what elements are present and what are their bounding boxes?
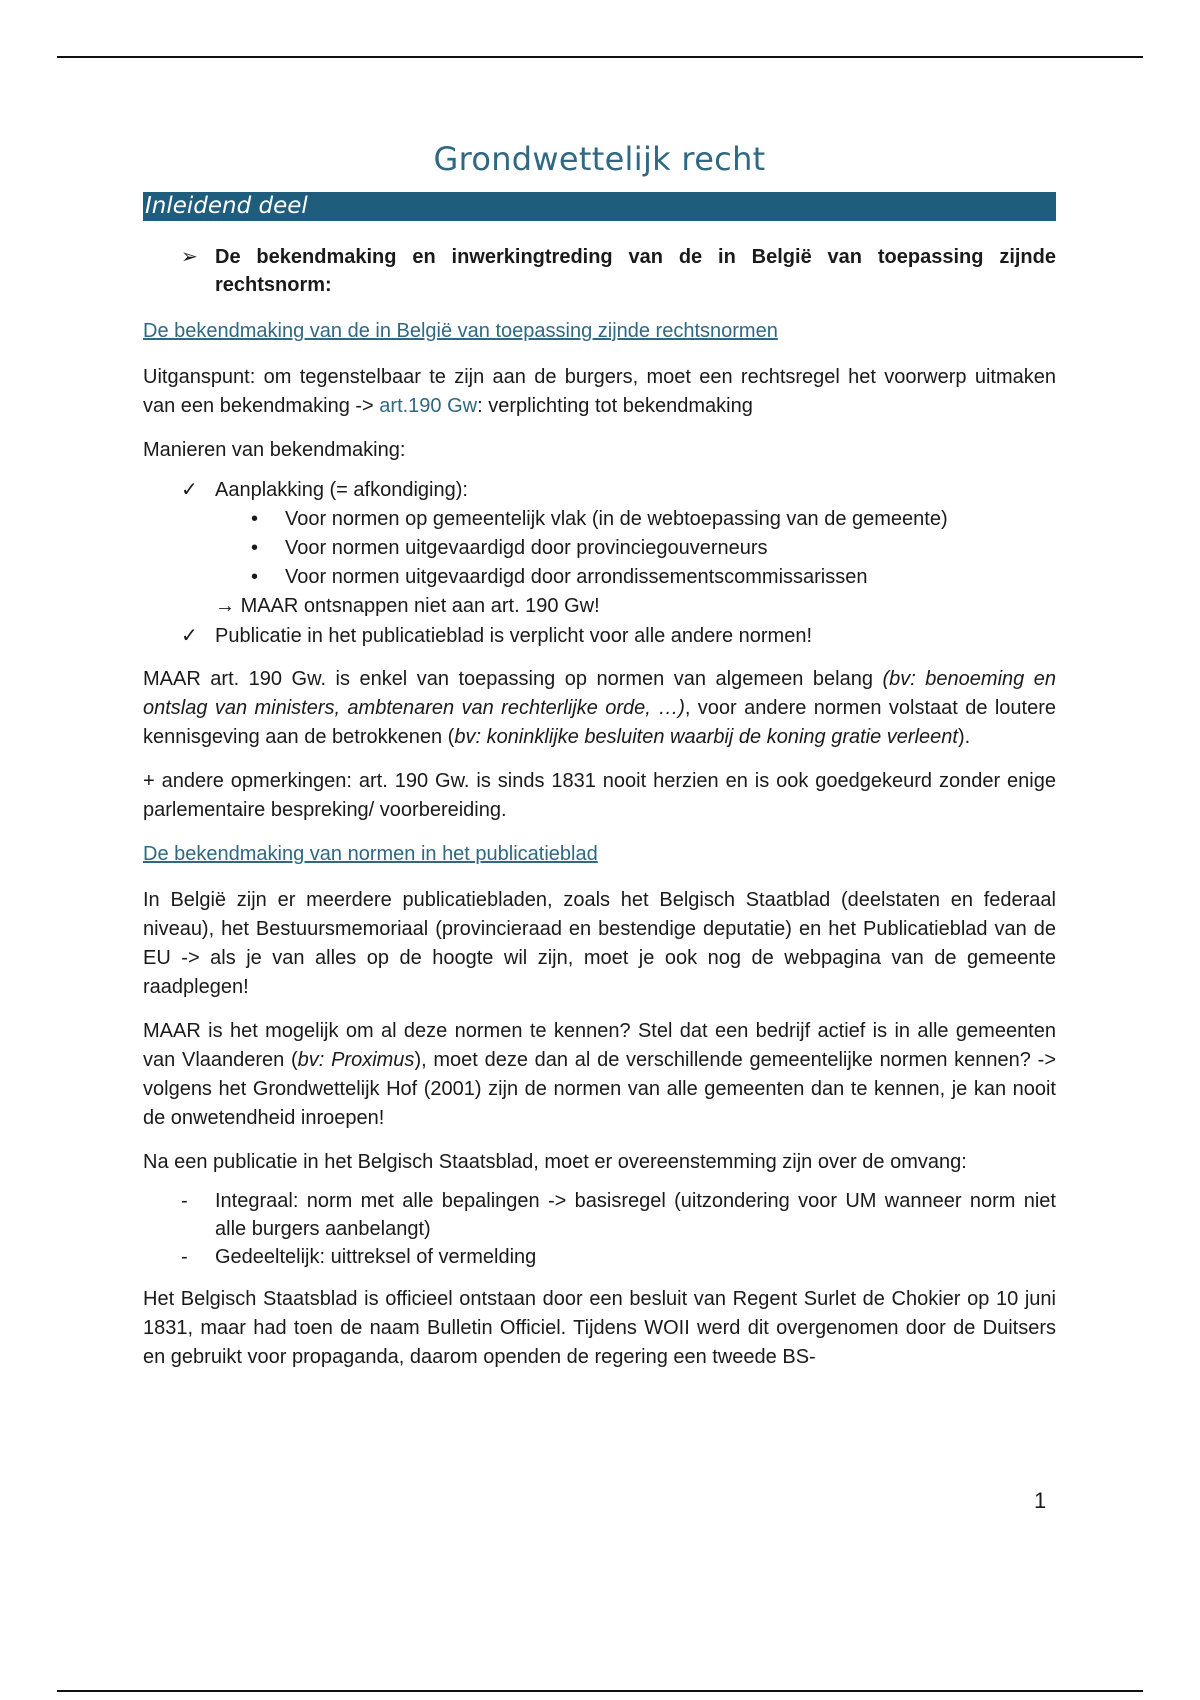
paragraph-staatsblad: Het Belgisch Staatsblad is officieel ontstaan door een besluit van Regent Surlet de Chokier op 10 juni 1831, maar had toen de naam Bulletin Officiel. Tijdens WOII werd dit overgenomen door de Duitsers en gebruikt voor propaganda, daarom openden de regering een tweede BS- — [143, 1288, 1056, 1368]
checkmark-icon: ✓ — [181, 625, 198, 647]
paragraph-publicatiebladen: In België zijn er meerdere publicatiebladen, zoals het Belgisch Staatblad (deelstaten en federaal niveau), het Bestuursmemoriaal (provincieraad en bestendige deputatie) en het Publicatieblad van de EU -> als je van alles op de hoogte wil zijn, moet je ook nog de webpagina van de gemeente raadplegen! — [143, 889, 1056, 998]
list-item — [251, 505, 1056, 534]
header-rule — [57, 56, 1143, 58]
list-item — [181, 621, 1056, 651]
list-item — [181, 475, 1056, 505]
dash-bullet-icon: - — [181, 1190, 188, 1212]
arrow-note — [215, 592, 1056, 621]
section-heading-bar: Inleidend deel — [143, 192, 1056, 221]
list-item-text: Voor normen op gemeentelijk vlak (in de webtoepassing van de gemeente) — [285, 508, 948, 530]
page-number: 1 — [1034, 1488, 1047, 1513]
paragraph-manieren: Manieren van bekendmaking: — [143, 439, 406, 461]
paragraph-text: : verplichting tot bekendmaking — [477, 395, 753, 417]
topic-heading — [181, 243, 1056, 299]
omvang-list — [143, 1187, 1056, 1271]
paragraph-text: ). — [957, 726, 971, 748]
footer-rule — [57, 1690, 1143, 1692]
topic-heading-text: De bekendmaking en inwerkingtreding van de in België van toepassing zijnde rechtsnorm: — [215, 246, 1056, 296]
list-item — [181, 1187, 1056, 1243]
bullet-icon: • — [251, 566, 259, 588]
arrowhead-bullet-icon: ➢ — [181, 246, 198, 268]
paragraph-art190 — [143, 665, 1056, 752]
paragraph-text: MAAR is het mogelijk om al deze normen te kennen? Stel dat een bedrijf actief is in alle gemeenten van Vlaanderen ( — [143, 1020, 1056, 1071]
italic-example: bv: koninklijke besluiten waarbij de koning gratie verleent — [454, 726, 958, 748]
bullet-icon: • — [251, 537, 259, 559]
list-item-text: Publicatie in het publicatieblad is verplicht voor alle andere normen! — [215, 625, 813, 647]
article-reference: art.190 Gw — [379, 395, 478, 417]
list-item-text: Gedeeltelijk: uittreksel of vermelding — [215, 1246, 537, 1268]
list-item — [181, 1243, 1056, 1271]
list-item-text: Aanplakking (= afkondiging): — [215, 479, 468, 501]
paragraph-omvang: Na een publicatie in het Belgisch Staatsblad, moet er overeenstemming zijn over de omvang: — [143, 1151, 967, 1173]
bekendmaking-list — [143, 475, 1056, 651]
paragraph-normen-kennen — [143, 1017, 1056, 1133]
paragraph-uitgangspunt — [143, 363, 1056, 421]
right-arrow-icon: → — [215, 595, 235, 617]
paragraph-text: MAAR art. 190 Gw. is enkel van toepassing op normen van algemeen belang — [143, 668, 883, 690]
subheading-publicatieblad: De bekendmaking van normen in het publicatieblad — [143, 843, 598, 865]
paragraph-text: , voor andere normen volstaat de loutere kennisgeving aan de betrokkenen ( — [143, 697, 1057, 748]
dash-bullet-icon: - — [181, 1246, 188, 1268]
paragraph-text: ), moet deze dan al de verschillende gemeentelijke normen kennen? -> volgens het Grondwettelijk Hof (2001) zijn de normen van alle gemeenten dan te kennen, je kan nooit de onwetendheid inroepen! — [143, 1049, 1056, 1129]
subheading-bekendmaking: De bekendmaking van de in België van toepassing zijnde rechtsnormen — [143, 320, 778, 342]
list-item-text: Integraal: norm met alle bepalingen -> basisregel (uitzondering voor UM wanneer norm niet alle burgers aanbelangt) — [215, 1190, 1056, 1240]
list-item — [251, 534, 1056, 563]
arrow-note-text: MAAR ontsnappen niet aan art. 190 Gw! — [240, 595, 600, 617]
checkmark-icon: ✓ — [181, 479, 198, 501]
list-item — [251, 563, 1056, 592]
paragraph-text: Uitganspunt: om tegenstelbaar te zijn aan de burgers, moet een rechtsregel het voorwerp uitmaken van een bekendmaking -> — [143, 366, 1056, 417]
bullet-icon: • — [251, 508, 259, 530]
document-page — [143, 140, 1056, 1387]
italic-example: (bv: benoeming en ontslag van ministers, ambtenaren van rechterlijke orde, …) — [143, 668, 1057, 719]
paragraph-opmerkingen: + andere opmerkingen: art. 190 Gw. is sinds 1831 nooit herzien en is ook goedgekeurd zonder enige parlementaire bespreking/ voorbereiding. — [143, 770, 1056, 821]
list-item-text: Voor normen uitgevaardigd door arrondissementscommissarissen — [285, 566, 868, 588]
list-item-text: Voor normen uitgevaardigd door provinciegouverneurs — [285, 537, 768, 559]
document-title: Grondwettelijk recht — [433, 140, 766, 178]
italic-example: bv: Proximus — [297, 1049, 415, 1071]
